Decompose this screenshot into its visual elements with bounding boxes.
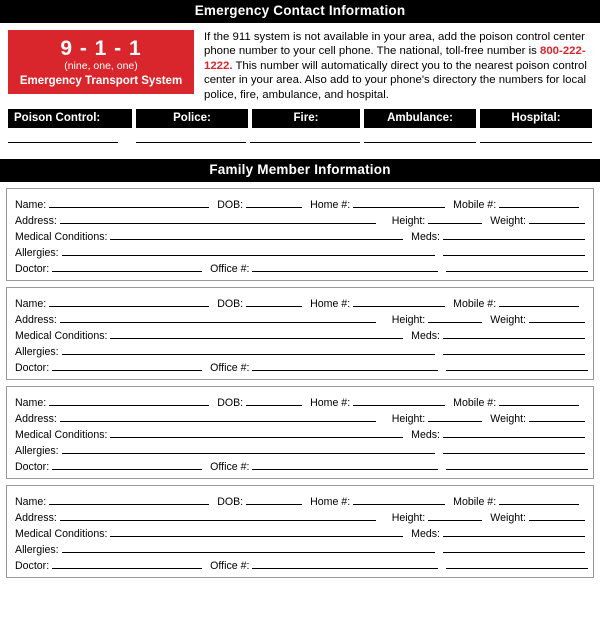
input-address[interactable] [60,212,376,224]
contact-label-fire: Fire: [252,109,360,128]
card-row-name [15,394,585,410]
label-dob: DOB: [217,298,244,311]
label-office-number: Office #: [210,263,250,276]
label-meds: Meds: [411,528,440,541]
input-home-number[interactable] [353,196,445,208]
label-height: Height: [391,512,426,525]
label-doctor: Doctor: [15,362,50,375]
card-row-allergies [15,442,585,458]
label-office-number: Office #: [210,461,250,474]
label-medical-conditions: Medical Conditions: [15,528,108,541]
label-allergies: Allergies: [15,445,59,458]
label-address: Address: [15,314,57,327]
input-name[interactable] [49,196,209,208]
paragraph-part-one: If the 911 system is not available in your area, add the poison control center phone number to your cell phone. The national, toll-free number is [204,31,585,58]
input-allergies[interactable] [62,541,435,553]
card-row-name [15,196,585,212]
input-allergies-continued[interactable] [443,541,585,553]
input-allergies[interactable] [62,244,435,256]
input-height[interactable] [428,212,482,224]
label-name: Name: [15,496,47,509]
input-office-number[interactable] [252,557,438,569]
family-member-card [6,485,594,578]
input-address[interactable] [60,311,376,323]
label-mobile-number: Mobile #: [453,496,497,509]
label-name: Name: [15,298,47,311]
input-allergies-continued[interactable] [443,244,585,256]
card-row-medical [15,327,585,343]
input-weight[interactable] [529,410,585,422]
input-meds[interactable] [443,426,585,438]
label-medical-conditions: Medical Conditions: [15,429,108,442]
input-office-number[interactable] [252,260,438,272]
label-doctor: Doctor: [15,461,50,474]
card-row-doctor [15,557,585,573]
card-row-doctor [15,260,585,276]
label-address: Address: [15,512,57,525]
label-home-number: Home #: [310,298,351,311]
emergency-contact-write-in-lines [0,128,600,143]
input-height[interactable] [428,509,482,521]
label-medical-conditions: Medical Conditions: [15,330,108,343]
input-allergies[interactable] [62,343,435,355]
input-medical-conditions[interactable] [110,426,403,438]
input-address[interactable] [60,410,376,422]
card-row-doctor [15,359,585,375]
contact-label-hospital: Hospital: [480,109,592,128]
contact-line-police[interactable] [136,141,246,143]
family-section-header-wrap [0,159,600,182]
label-name: Name: [15,397,47,410]
input-allergies[interactable] [62,442,435,454]
label-weight: Weight: [490,413,526,426]
label-name: Name: [15,199,47,212]
emergency-contact-labels-row [0,102,600,128]
emergency-intro-block [0,23,600,102]
label-allergies: Allergies: [15,346,59,359]
input-meds[interactable] [443,525,585,537]
label-height: Height: [391,314,426,327]
badge-spelled: (nine, one, one) [64,60,138,72]
label-dob: DOB: [217,199,244,212]
label-mobile-number: Mobile #: [453,199,497,212]
label-address: Address: [15,215,57,228]
contact-label-ambulance: Ambulance: [364,109,476,128]
card-row-allergies [15,244,585,260]
input-weight[interactable] [529,311,585,323]
contact-line-hospital[interactable] [480,141,592,143]
input-height[interactable] [428,311,482,323]
input-dob[interactable] [246,295,302,307]
badge-number: 9 - 1 - 1 [60,37,142,60]
label-home-number: Home #: [310,496,351,509]
label-home-number: Home #: [310,397,351,410]
label-allergies: Allergies: [15,544,59,557]
card-row-address [15,212,585,228]
input-home-number[interactable] [353,295,445,307]
input-address[interactable] [60,509,376,521]
card-row-allergies [15,343,585,359]
card-row-name [15,295,585,311]
card-row-address [15,509,585,525]
poison-control-phone-number: 800-222-1222. [204,45,586,72]
emergency-contact-section-header: Emergency Contact Information [0,0,600,23]
family-member-section-header: Family Member Information [0,159,600,182]
label-address: Address: [15,413,57,426]
card-row-doctor [15,458,585,474]
family-member-cards [0,182,600,578]
input-name[interactable] [49,493,209,505]
label-doctor: Doctor: [15,263,50,276]
label-dob: DOB: [217,397,244,410]
label-doctor: Doctor: [15,560,50,573]
input-doctor-extra[interactable] [446,458,588,470]
card-row-medical [15,525,585,541]
label-medical-conditions: Medical Conditions: [15,231,108,244]
label-home-number: Home #: [310,199,351,212]
input-doctor[interactable] [52,260,202,272]
input-mobile-number[interactable] [499,394,579,406]
input-doctor[interactable] [52,458,202,470]
emergency-911-badge [8,30,194,94]
contact-line-poison-control[interactable] [8,141,118,143]
input-doctor[interactable] [52,557,202,569]
input-mobile-number[interactable] [499,295,579,307]
input-doctor-extra[interactable] [446,557,588,569]
label-meds: Meds: [411,429,440,442]
label-weight: Weight: [490,215,526,228]
input-medical-conditions[interactable] [110,327,403,339]
input-dob[interactable] [246,493,302,505]
input-weight[interactable] [529,509,585,521]
label-weight: Weight: [490,512,526,525]
label-meds: Meds: [411,231,440,244]
input-medical-conditions[interactable] [110,228,403,240]
input-meds[interactable] [443,228,585,240]
input-medical-conditions[interactable] [110,525,403,537]
input-meds[interactable] [443,327,585,339]
label-mobile-number: Mobile #: [453,298,497,311]
contact-line-ambulance[interactable] [364,141,476,143]
input-doctor-extra[interactable] [446,359,588,371]
badge-system-name: Emergency Transport System [19,75,183,87]
input-office-number[interactable] [252,359,438,371]
label-height: Height: [391,413,426,426]
label-dob: DOB: [217,496,244,509]
label-weight: Weight: [490,314,526,327]
input-name[interactable] [49,394,209,406]
card-row-allergies [15,541,585,557]
input-dob[interactable] [246,196,302,208]
label-office-number: Office #: [210,560,250,573]
input-dob[interactable] [246,394,302,406]
family-member-card [6,287,594,380]
card-row-address [15,410,585,426]
label-allergies: Allergies: [15,247,59,260]
input-name[interactable] [49,295,209,307]
label-height: Height: [391,215,426,228]
label-office-number: Office #: [210,362,250,375]
contact-line-fire[interactable] [250,141,360,143]
input-mobile-number[interactable] [499,493,579,505]
input-doctor[interactable] [52,359,202,371]
input-allergies-continued[interactable] [443,442,585,454]
input-mobile-number[interactable] [499,196,579,208]
input-office-number[interactable] [252,458,438,470]
family-member-card [6,386,594,479]
card-row-address [15,311,585,327]
family-member-card [6,188,594,281]
paragraph-part-two: This number will automatically direct you to the nearest poison control center in your area. Also add to your phone's directory the numbers for local police, fire, ambulance, and hospital. [204,59,587,101]
label-meds: Meds: [411,330,440,343]
card-row-medical [15,426,585,442]
label-mobile-number: Mobile #: [453,397,497,410]
input-doctor-extra[interactable] [446,260,588,272]
contact-label-poison-control: Poison Control: [8,109,132,128]
emergency-instructions-paragraph [204,30,592,102]
input-weight[interactable] [529,212,585,224]
input-home-number[interactable] [353,493,445,505]
contact-label-police: Police: [136,109,248,128]
card-row-medical [15,228,585,244]
input-height[interactable] [428,410,482,422]
input-allergies-continued[interactable] [443,343,585,355]
card-row-name [15,493,585,509]
input-home-number[interactable] [353,394,445,406]
